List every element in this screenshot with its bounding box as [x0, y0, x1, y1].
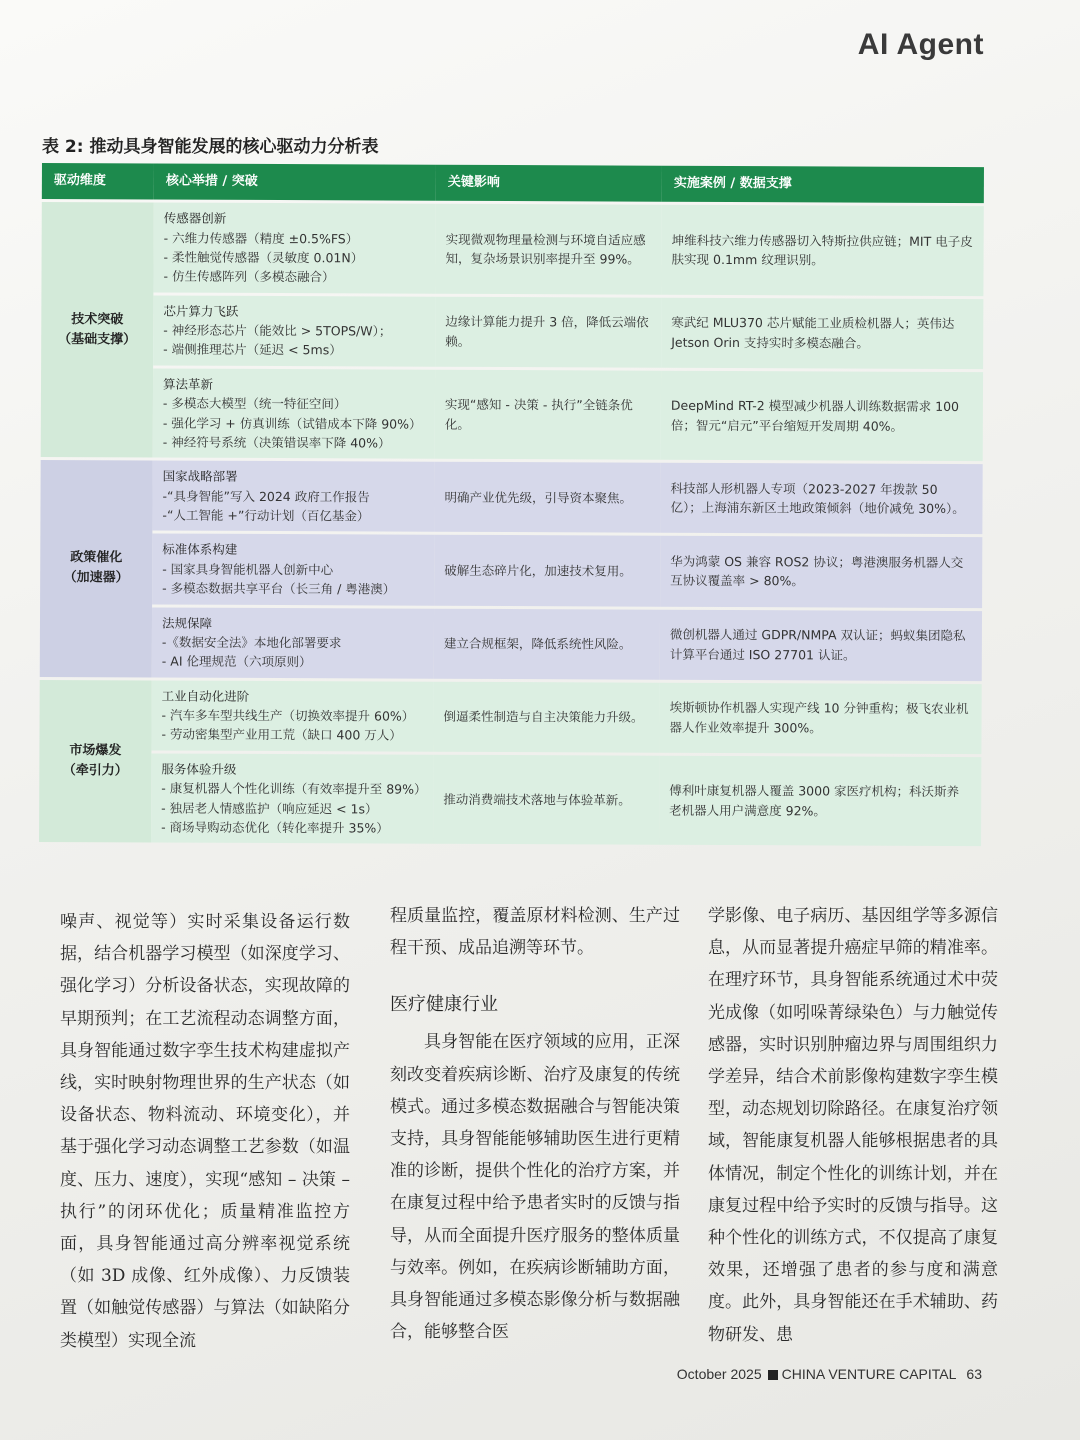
measure-title: 服务体验升级	[161, 761, 237, 777]
body-paragraph: 具身智能在医疗领域的应用，正深刻改变着疾病诊断、治疗及康复的传统模式。通过多模态数据融合与智能决策支持，具身智能能够辅助医生进行更精准的诊断，提供个性化的治疗方案，并在康复过程中给予患者实时的反馈与指导，从而全面提升医疗服务的整体质量与效率。例如，在疾病诊断辅助方面，具身智能通过多模态影像分析与数据融合，能够整合医	[390, 1032, 680, 1343]
dimension-cell	[39, 680, 152, 843]
measure-cell	[153, 295, 435, 366]
dimension-sublabel: （加速器）	[63, 570, 129, 586]
case-cell: 寒武纪 MLU370 芯片赋能工业质检机器人；英伟达 Jetson Orin 支持实时多模态融合。	[661, 297, 983, 369]
table-row	[40, 533, 982, 607]
section-tag: AI Agent	[857, 28, 984, 61]
body-column-1	[60, 906, 350, 1357]
measure-item: - 商场导购动态优化（转化率提升 35%）	[161, 819, 389, 836]
case-cell: 华为鸿蒙 OS 兼容 ROS2 协议；粤港澳服务机器人交互协议覆盖率 > 80%。	[660, 536, 982, 608]
measure-title: 工业自动化进阶	[161, 688, 250, 704]
body-paragraph: 程质量监控，覆盖原材料检测、生产过程干预、成品追溯等环节。	[390, 906, 680, 959]
body-paragraph: 噪声、视觉等）实时采集设备运行数据，结合机器学习模型（如深度学习、强化学习）分析设备状态，实现故障的早期预判；在工艺流程动态调整方面，具身智能通过数字孪生技术构建虚拟产线，实时映射物理世界的生产状态（如设备状态、物料流动、环境变化），并基于强化学习动态调整工艺参数（如温度、压力、速度），实现“感知 – 决策 – 执行”的闭环优化；质量精准监控方面，具身智能通过高分辨率视觉系统（如 3D 成像、红外成像）、力反馈装置（如触觉传感器）与算法（如缺陷分类模型）实现全流	[60, 912, 350, 1351]
case-cell: 傅利叶康复机器人覆盖 3000 家医疗机构；科沃斯养老机器人用户满意度 92%。	[659, 755, 981, 846]
drivers-table-container	[39, 160, 984, 849]
table-row	[40, 460, 982, 534]
dimension-cell	[41, 202, 154, 458]
body-column-3	[708, 900, 998, 1351]
measure-cell	[152, 534, 434, 605]
measure-cell	[152, 461, 434, 532]
measure-item: - 神经符号系统（决策错误率下降 40%）	[162, 434, 391, 451]
measure-item: - 仿生传感阵列（多模态融合）	[163, 268, 335, 285]
measure-cell	[153, 368, 435, 459]
measure-title: 法规保障	[161, 615, 213, 631]
measure-item: - 六维力传感器（精度 ±0.5%FS）	[163, 230, 359, 246]
measure-title: 芯片算力飞跃	[163, 303, 239, 319]
body-paragraph: 学影像、电子病历、基因组学等多源信息，从而显著提升癌症早筛的精准率。在理疗环节，具身智能系统通过术中荧光成像（如吲哚菁绿染色）与力触觉传感器，实时识别肿瘤边界与周围组织力学差异，结合术前影像构建数字孪生模型，动态规划切除路径。在康复治疗领域，智能康复机器人能够根据患者的具体情况，制定个性化的训练计划，并在康复过程中给予实时的反馈与指导。这种个性化的训练方式，不仅提高了康复效果，还增强了患者的参与度和满意度。此外，具身智能还在手术辅助、药物研发、患	[708, 906, 998, 1345]
case-cell: 科技部人形机器人专项（2023-2027 年拨款 50 亿）；上海浦东新区土地政策倾斜（地价减免 30%）。	[660, 463, 982, 535]
square-icon	[768, 1370, 778, 1380]
case-cell: 埃斯顿协作机器人实现产线 10 分钟重构；极飞农业机器人作业效率提升 300%。	[659, 682, 981, 754]
impact-cell: 明确产业优先级，引导资本聚焦。	[434, 462, 660, 533]
table-row	[40, 607, 982, 681]
impact-cell: 实现微观物理量检测与环境自适应感知，复杂场景识别率提升至 99%。	[435, 204, 661, 294]
dimension-sublabel: （基础支撑）	[58, 331, 137, 348]
impact-cell: 推动消费端技术落地与体验革新。	[433, 754, 659, 844]
case-cell: 坤维科技六维力传感器切入特斯拉供应链；MIT 电子皮肤实现 0.1mm 纹理识别。	[661, 205, 983, 296]
table-row	[39, 680, 981, 754]
page-number: 63	[966, 1366, 982, 1382]
measure-item: - 神经形态芯片（能效比 > 5TOPS/W）；	[163, 322, 392, 339]
measure-item: - 劳动密集型产业用工荒（缺口 400 万人）	[161, 726, 402, 743]
article-body	[60, 900, 998, 1365]
measure-cell	[152, 607, 434, 678]
measure-item: - 多模态大模型（统一特征空间）	[162, 395, 347, 412]
measure-item: - 康复机器人个性化训练（有效率提升至 89%）	[161, 780, 427, 797]
dimension-label: 市场爆发	[69, 742, 122, 759]
body-column-2	[390, 900, 680, 1348]
measure-item: - 柔性触觉传感器（灵敏度 0.01N）	[163, 249, 364, 266]
section-heading: 医疗健康行业	[390, 994, 498, 1016]
impact-cell: 建立合规框架，降低系统性风险。	[434, 608, 660, 679]
impact-cell: 倒逼柔性制造与自主决策能力升级。	[433, 681, 659, 752]
measure-title: 传感器创新	[163, 210, 227, 226]
measure-item: - 汽车多车型共线生产（切换效率提升 60%）	[161, 707, 415, 724]
measure-title: 算法革新	[162, 376, 214, 392]
measure-item: -《数据安全法》本地化部署要求	[161, 634, 342, 651]
drivers-table	[39, 160, 984, 849]
case-cell: DeepMind RT-2 模型减少机器人训练数据需求 100 倍；智元“启元”平台缩短开发周期 40%。	[661, 370, 983, 461]
measure-item: - 强化学习 + 仿真训练（试错成本下降 90%）	[162, 415, 422, 432]
table-row	[39, 753, 981, 847]
dimension-label: 政策催化	[70, 550, 123, 566]
table-title: 表 2: 推动具身智能发展的核心驱动力分析表	[42, 137, 379, 157]
footer-date: October 2025	[676, 1366, 762, 1382]
measure-item: - 多模态数据共享平台（长三角 / 粤港澳）	[162, 580, 396, 597]
column-header: 核心举措 / 突破	[154, 163, 436, 200]
measure-title: 标准体系构建	[162, 541, 238, 558]
table-row	[41, 295, 983, 369]
footer-publication: CHINA VENTURE CAPITAL	[781, 1366, 957, 1382]
page-footer	[677, 1366, 982, 1382]
measure-item: -“具身智能”写入 2024 政府工作报告	[162, 488, 370, 505]
dimension-cell	[40, 460, 153, 677]
impact-cell: 破解生态碎片化，加速技术复用。	[434, 535, 660, 606]
measure-cell	[151, 680, 433, 751]
table-header-row	[42, 163, 984, 203]
column-header: 实施案例 / 数据支撑	[662, 166, 984, 204]
table-row	[41, 368, 983, 462]
measure-item: - 端侧推理芯片（延迟 < 5ms）	[163, 341, 342, 358]
column-header: 驱动维度	[42, 163, 154, 200]
dimension-sublabel: （牵引力）	[62, 763, 128, 779]
measure-item: - 国家具身智能机器人创新中心	[162, 561, 334, 578]
impact-cell: 边缘计算能力提升 3 倍，降低云端依赖。	[435, 296, 661, 367]
measure-item: - 独居老人情感监护（响应延迟 < 1s）	[161, 800, 378, 816]
measure-cell	[151, 753, 433, 844]
measure-title: 国家战略部署	[162, 468, 238, 485]
measure-cell	[153, 203, 435, 294]
dimension-label: 技术突破	[71, 311, 124, 327]
measure-item: - AI 伦理规范（六项原则）	[161, 653, 312, 670]
measure-item: -“人工智能 +”行动计划（百亿基金）	[162, 507, 370, 524]
column-header: 关键影响	[436, 165, 662, 202]
case-cell: 微创机器人通过 GDPR/NMPA 双认证；蚂蚁集团隐私计算平台通过 ISO 27701 认证。	[660, 609, 982, 681]
impact-cell: 实现“感知 - 决策 - 执行”全链条优化。	[435, 369, 661, 459]
table-row	[41, 202, 983, 296]
